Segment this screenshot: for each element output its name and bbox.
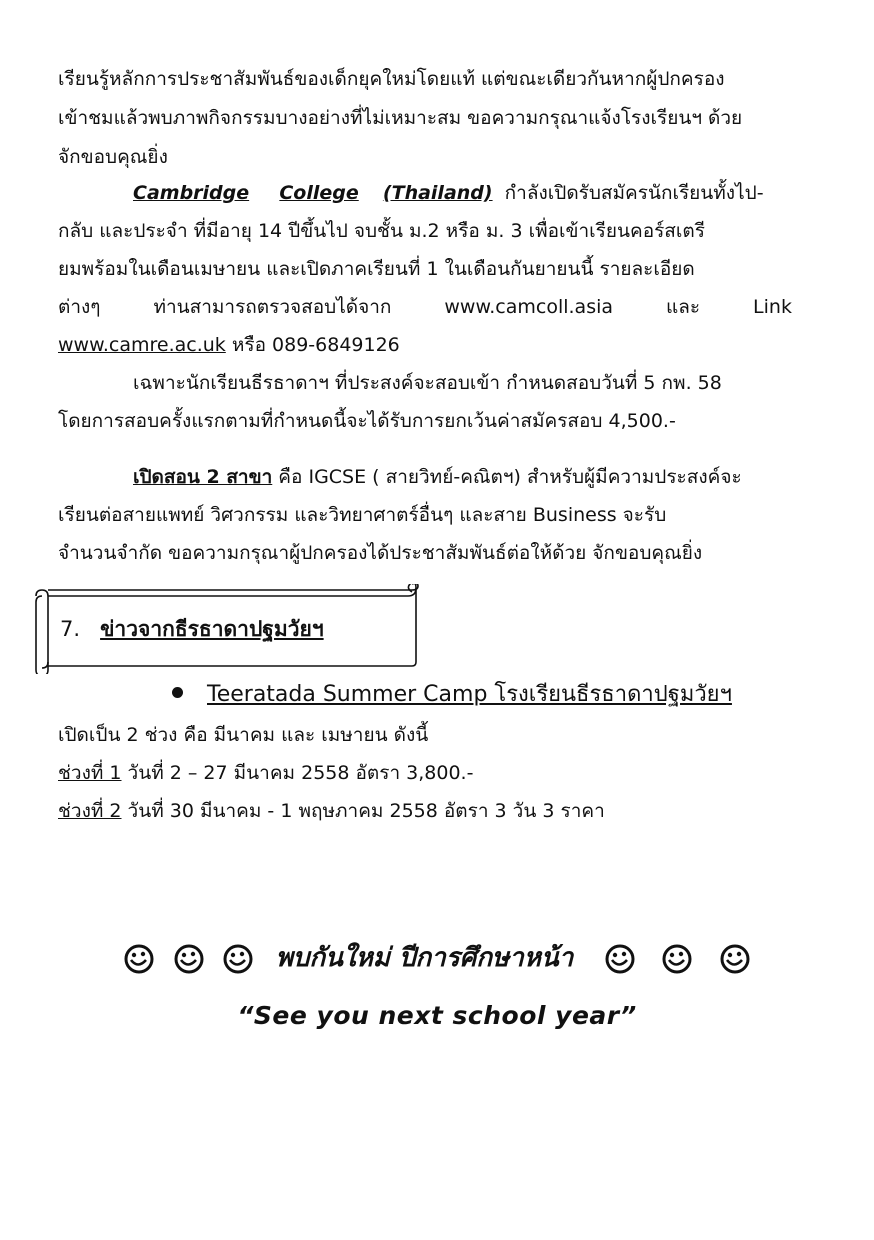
period2-text: วันที่ 30 มีนาคม - 1 พฤษภาคม 2558 อัตรา 3 วัน 3 ราคา	[121, 800, 605, 822]
cambridge-name-1: Cambridge	[133, 182, 250, 204]
cambridge-name-2: College	[279, 182, 359, 204]
branch-label: เปิดสอน 2 สาขา	[133, 466, 273, 488]
cambridge-line1-rest: กำลังเปิดรับสมัครนักเรียนทั้งไป-	[504, 182, 764, 204]
branch-line3: จำนวนจำกัด ขอความกรุณาผู้ปกครองได้ประชาสัมพันธ์ต่อให้ด้วย จักขอบคุณยิ่ง	[58, 542, 703, 564]
bullet-icon	[172, 687, 183, 698]
cambridge-line3: ยมพร้อมในเดือนเมษายน และเปิดภาคเรียนที่ 1 ในเดือนกันยายนนี้ รายละเอียด	[58, 258, 695, 280]
camp-title: Teeratada Summer Camp โรงเรียนธีรธาดาปฐมวัยฯ	[207, 682, 732, 707]
smiley-icon	[173, 943, 205, 975]
section7-title: ข่าวจากธีรธาดาปฐมวัยฯ	[100, 617, 324, 641]
cambridge-line1	[133, 176, 792, 210]
para1-line1: เรียนรู้หลักการประชาสัมพันธ์ของเด็กยุคใหม่โดยแท้ แต่ขณะเดียวกันหากผู้ปกครอง	[58, 68, 725, 90]
cambridge-line2: กลับ และประจำ ที่มีอายุ 14 ปีขึ้นไป จบชั้น ม.2 หรือ ม. 3 เพื่อเข้าเรียนคอร์สเตรี	[58, 220, 705, 242]
period1-label: ช่วงที่ 1	[58, 762, 122, 784]
closing-thai-line	[0, 936, 874, 980]
camre-link[interactable]: www.camre.ac.uk	[58, 334, 226, 356]
smiley-icon	[719, 943, 751, 975]
cambridge-line5	[58, 328, 792, 362]
cambridge-line4-w5: Link	[753, 296, 792, 318]
cambridge-line4	[58, 290, 792, 324]
smiley-icon	[604, 943, 636, 975]
cambridge-line4-w2: ท่านสามารถตรวจสอบได้จาก	[153, 296, 392, 318]
section7-heading	[60, 612, 324, 646]
cambridge-line4-w4: และ	[665, 296, 701, 318]
closing-thai: พบกันใหม่ ปีการศึกษาหน้า	[275, 943, 574, 973]
cambridge-name-3: (Thailand)	[382, 182, 493, 204]
smiley-icon	[661, 943, 693, 975]
closing-english: “See you next school year”	[237, 1001, 637, 1030]
exam-line1: เฉพาะนักเรียนธีรธาดาฯ ที่ประสงค์จะสอบเข้า กำหนดสอบวันที่ 5 กพ. 58	[133, 372, 722, 394]
smiley-icon	[123, 943, 155, 975]
camcoll-link[interactable]: www.camcoll.asia	[444, 296, 614, 318]
para1-line3: จักขอบคุณยิ่ง	[58, 146, 168, 168]
branch-line2: เรียนต่อสายแพทย์ วิศวกรรม และวิทยาศาตร์อื่นๆ และสาย Business จะรับ	[58, 504, 667, 526]
period2-label: ช่วงที่ 2	[58, 800, 122, 822]
camp-period2	[58, 794, 792, 828]
camp-title-line	[172, 678, 732, 712]
smiley-icon	[222, 943, 254, 975]
camp-period1	[58, 756, 792, 790]
section7-number: 7.	[60, 617, 81, 641]
camp-intro: เปิดเป็น 2 ช่วง คือ มีนาคม และ เมษายน ดังนี้	[58, 724, 429, 746]
exam-line2: โดยการสอบครั้งแรกตามที่กำหนดนี้จะได้รับการยกเว้นค่าสมัครสอบ 4,500.-	[58, 410, 676, 432]
period1-text: วันที่ 2 – 27 มีนาคม 2558 อัตรา 3,800.-	[121, 762, 474, 784]
cambridge-line4-w1: ต่างๆ	[58, 296, 101, 318]
cambridge-line5-rest: หรือ 089-6849126	[225, 334, 400, 356]
branch-line1	[133, 460, 792, 494]
para1-line2: เข้าชมแล้วพบภาพกิจกรรมบางอย่างที่ไม่เหมาะสม ขอความกรุณาแจ้งโรงเรียนฯ ด้วย	[58, 107, 743, 129]
branch-line1-rest: คือ IGCSE ( สายวิทย์-คณิตฯ) สำหรับผู้มีความประสงค์จะ	[272, 466, 742, 488]
